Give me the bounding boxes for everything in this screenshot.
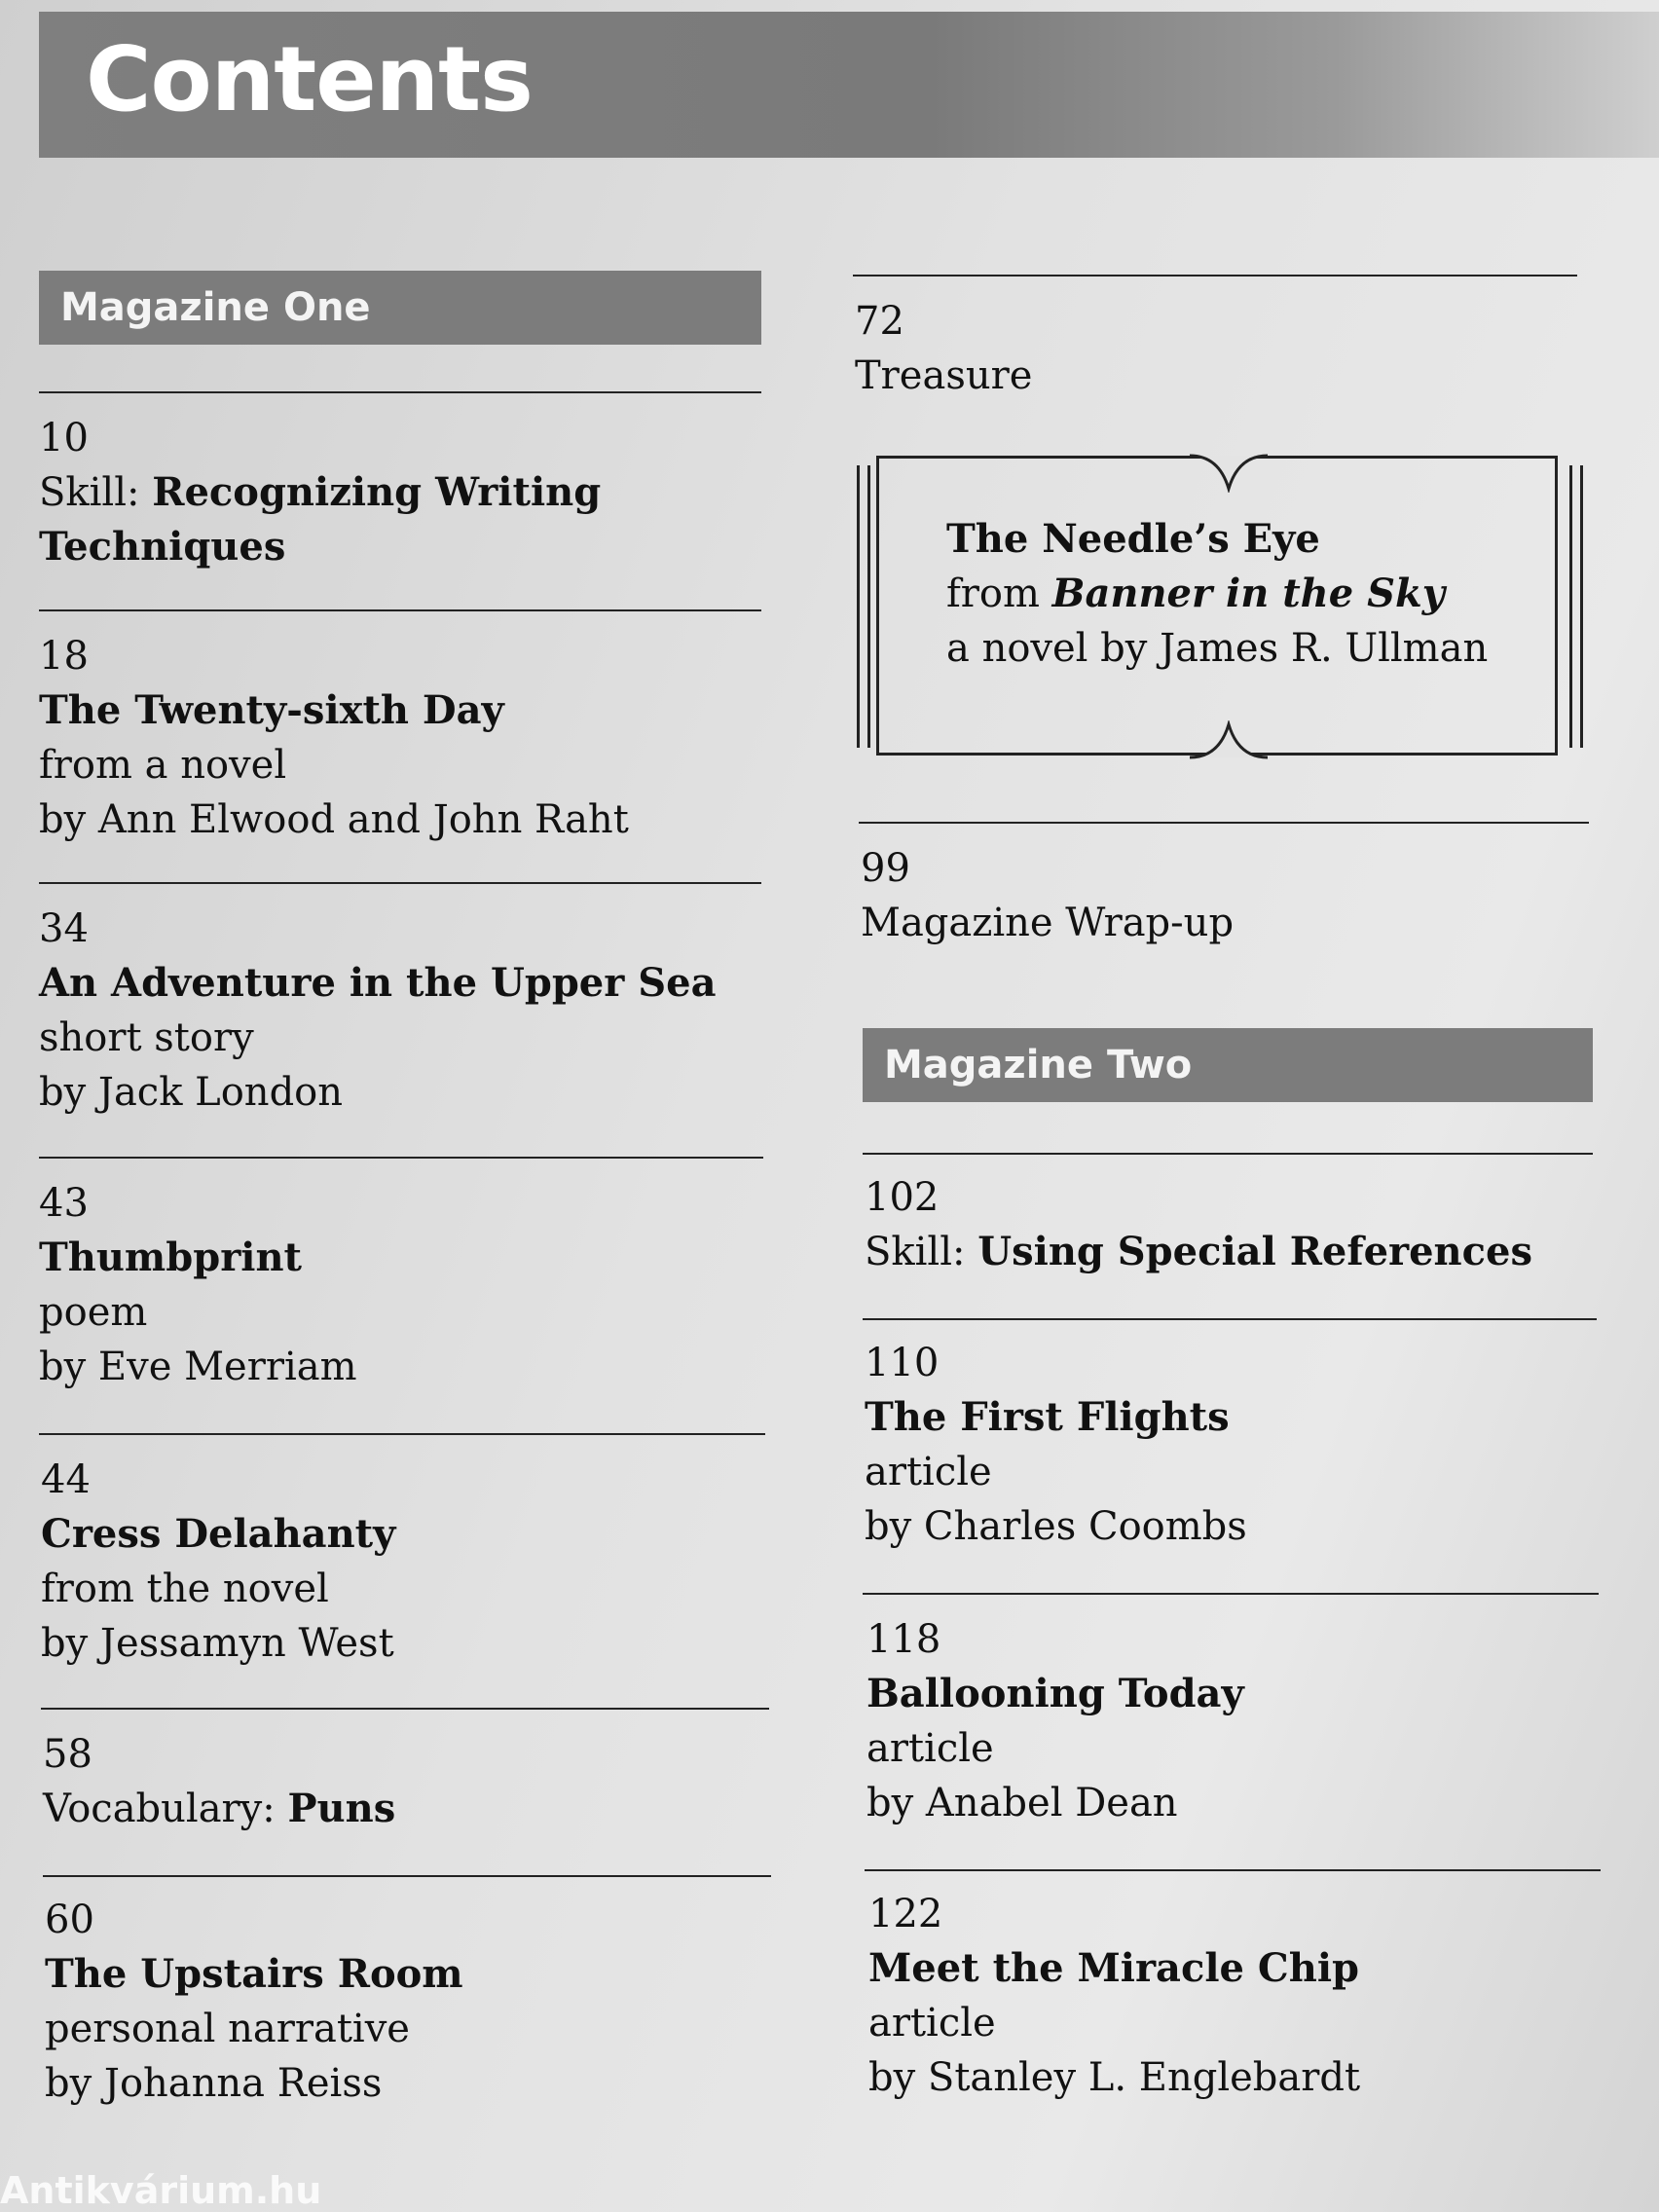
- magazine-one-heading: Magazine One: [39, 271, 761, 345]
- divider: [865, 1869, 1601, 1871]
- feature-frame-left: [857, 465, 870, 748]
- entry-author: by Jack London: [39, 1070, 344, 1115]
- toc-entry-102: [865, 1170, 1532, 1279]
- page-number: 99: [861, 846, 910, 891]
- entry-prefix: Vocabulary:: [43, 1787, 288, 1831]
- page-number: 122: [868, 1892, 943, 1936]
- divider: [853, 275, 1577, 276]
- divider: [39, 391, 761, 393]
- entry-title: The Upstairs Room: [45, 1951, 463, 1997]
- divider: [859, 822, 1589, 824]
- entry-title: Thumbprint: [39, 1235, 303, 1280]
- entry-title: Cress Delahanty: [41, 1511, 396, 1557]
- entry-author: by Stanley L. Englebardt: [868, 2055, 1361, 2100]
- toc-entry-34: [39, 902, 717, 1120]
- entry-title: Meet the Miracle Chip: [868, 1945, 1359, 1991]
- toc-entry-110: [865, 1336, 1247, 1554]
- entry-title: Using Special References: [977, 1229, 1532, 1274]
- entry-title: Magazine Wrap-up: [861, 901, 1235, 945]
- divider: [41, 1708, 769, 1710]
- toc-entry-60: [45, 1893, 463, 2111]
- entry-title: Treasure: [855, 353, 1033, 398]
- page-number: 34: [39, 906, 89, 951]
- entry-type: article: [865, 1450, 992, 1494]
- divider: [863, 1318, 1597, 1320]
- entry-title: The Twenty-sixth Day: [39, 687, 504, 733]
- watermark: Antikvárium.hu: [0, 2169, 322, 2212]
- entry-author: by Johanna Reiss: [45, 2061, 383, 2106]
- entry-title: An Adventure in the Upper Sea: [39, 960, 717, 1006]
- feature-frame-right: [1569, 465, 1583, 748]
- page-number: 102: [865, 1175, 940, 1220]
- page-number: 58: [43, 1732, 92, 1777]
- entry-type: from a novel: [39, 743, 287, 788]
- toc-entry-44: [41, 1453, 395, 1671]
- entry-prefix: Skill:: [865, 1230, 978, 1274]
- entry-title-cont: Techniques: [39, 524, 286, 570]
- divider: [39, 1157, 763, 1159]
- entry-title: Puns: [287, 1786, 396, 1831]
- featured-entry: [946, 512, 1488, 676]
- divider: [39, 882, 761, 884]
- feature-author: a novel by James R. Ullman: [946, 626, 1489, 671]
- entry-title: Ballooning Today: [866, 1671, 1244, 1716]
- feature-from: from: [946, 571, 1052, 616]
- toc-entry-122: [868, 1887, 1360, 2105]
- toc-entry-18: [39, 629, 629, 847]
- entry-author: by Charles Coombs: [865, 1504, 1247, 1549]
- entry-type: from the novel: [41, 1567, 329, 1611]
- toc-entry-58: [43, 1727, 395, 1836]
- page-number: 118: [866, 1617, 941, 1662]
- divider: [43, 1875, 771, 1877]
- page-number: 72: [855, 299, 904, 344]
- feature-notch-top: [1190, 454, 1268, 493]
- toc-entry-72: [855, 294, 1032, 403]
- entry-prefix: Skill:: [39, 470, 153, 515]
- toc-entry-43: [39, 1176, 357, 1394]
- page-number: 10: [39, 416, 89, 461]
- feature-notch-bottom: [1190, 720, 1268, 759]
- feature-title: The Needle’s Eye: [946, 516, 1320, 562]
- divider: [863, 1153, 1593, 1155]
- feature-book-title: Banner in the Sky: [1051, 571, 1445, 616]
- divider: [39, 609, 761, 611]
- divider: [39, 1433, 765, 1435]
- page-number: 60: [45, 1898, 94, 1942]
- page-title: Contents: [86, 27, 533, 131]
- page-number: 18: [39, 634, 89, 679]
- entry-author: by Jessamyn West: [41, 1621, 394, 1666]
- entry-title: Recognizing Writing: [152, 469, 602, 515]
- entry-title: The First Flights: [865, 1394, 1230, 1440]
- divider: [863, 1593, 1599, 1595]
- entry-type: poem: [39, 1290, 148, 1335]
- page-number: 44: [41, 1457, 91, 1502]
- entry-type: article: [866, 1726, 994, 1771]
- page-number: 43: [39, 1181, 89, 1226]
- entry-author: by Anabel Dean: [866, 1781, 1178, 1825]
- toc-entry-10: [39, 411, 601, 574]
- entry-author: by Eve Merriam: [39, 1345, 357, 1389]
- entry-author: by Ann Elwood and John Raht: [39, 797, 629, 842]
- entry-type: article: [868, 2001, 996, 2046]
- entry-type: short story: [39, 1015, 254, 1060]
- page-number: 110: [865, 1341, 940, 1385]
- magazine-two-heading: Magazine Two: [863, 1028, 1593, 1102]
- toc-entry-99: [861, 841, 1234, 950]
- entry-type: personal narrative: [45, 2007, 410, 2051]
- toc-entry-118: [866, 1612, 1244, 1830]
